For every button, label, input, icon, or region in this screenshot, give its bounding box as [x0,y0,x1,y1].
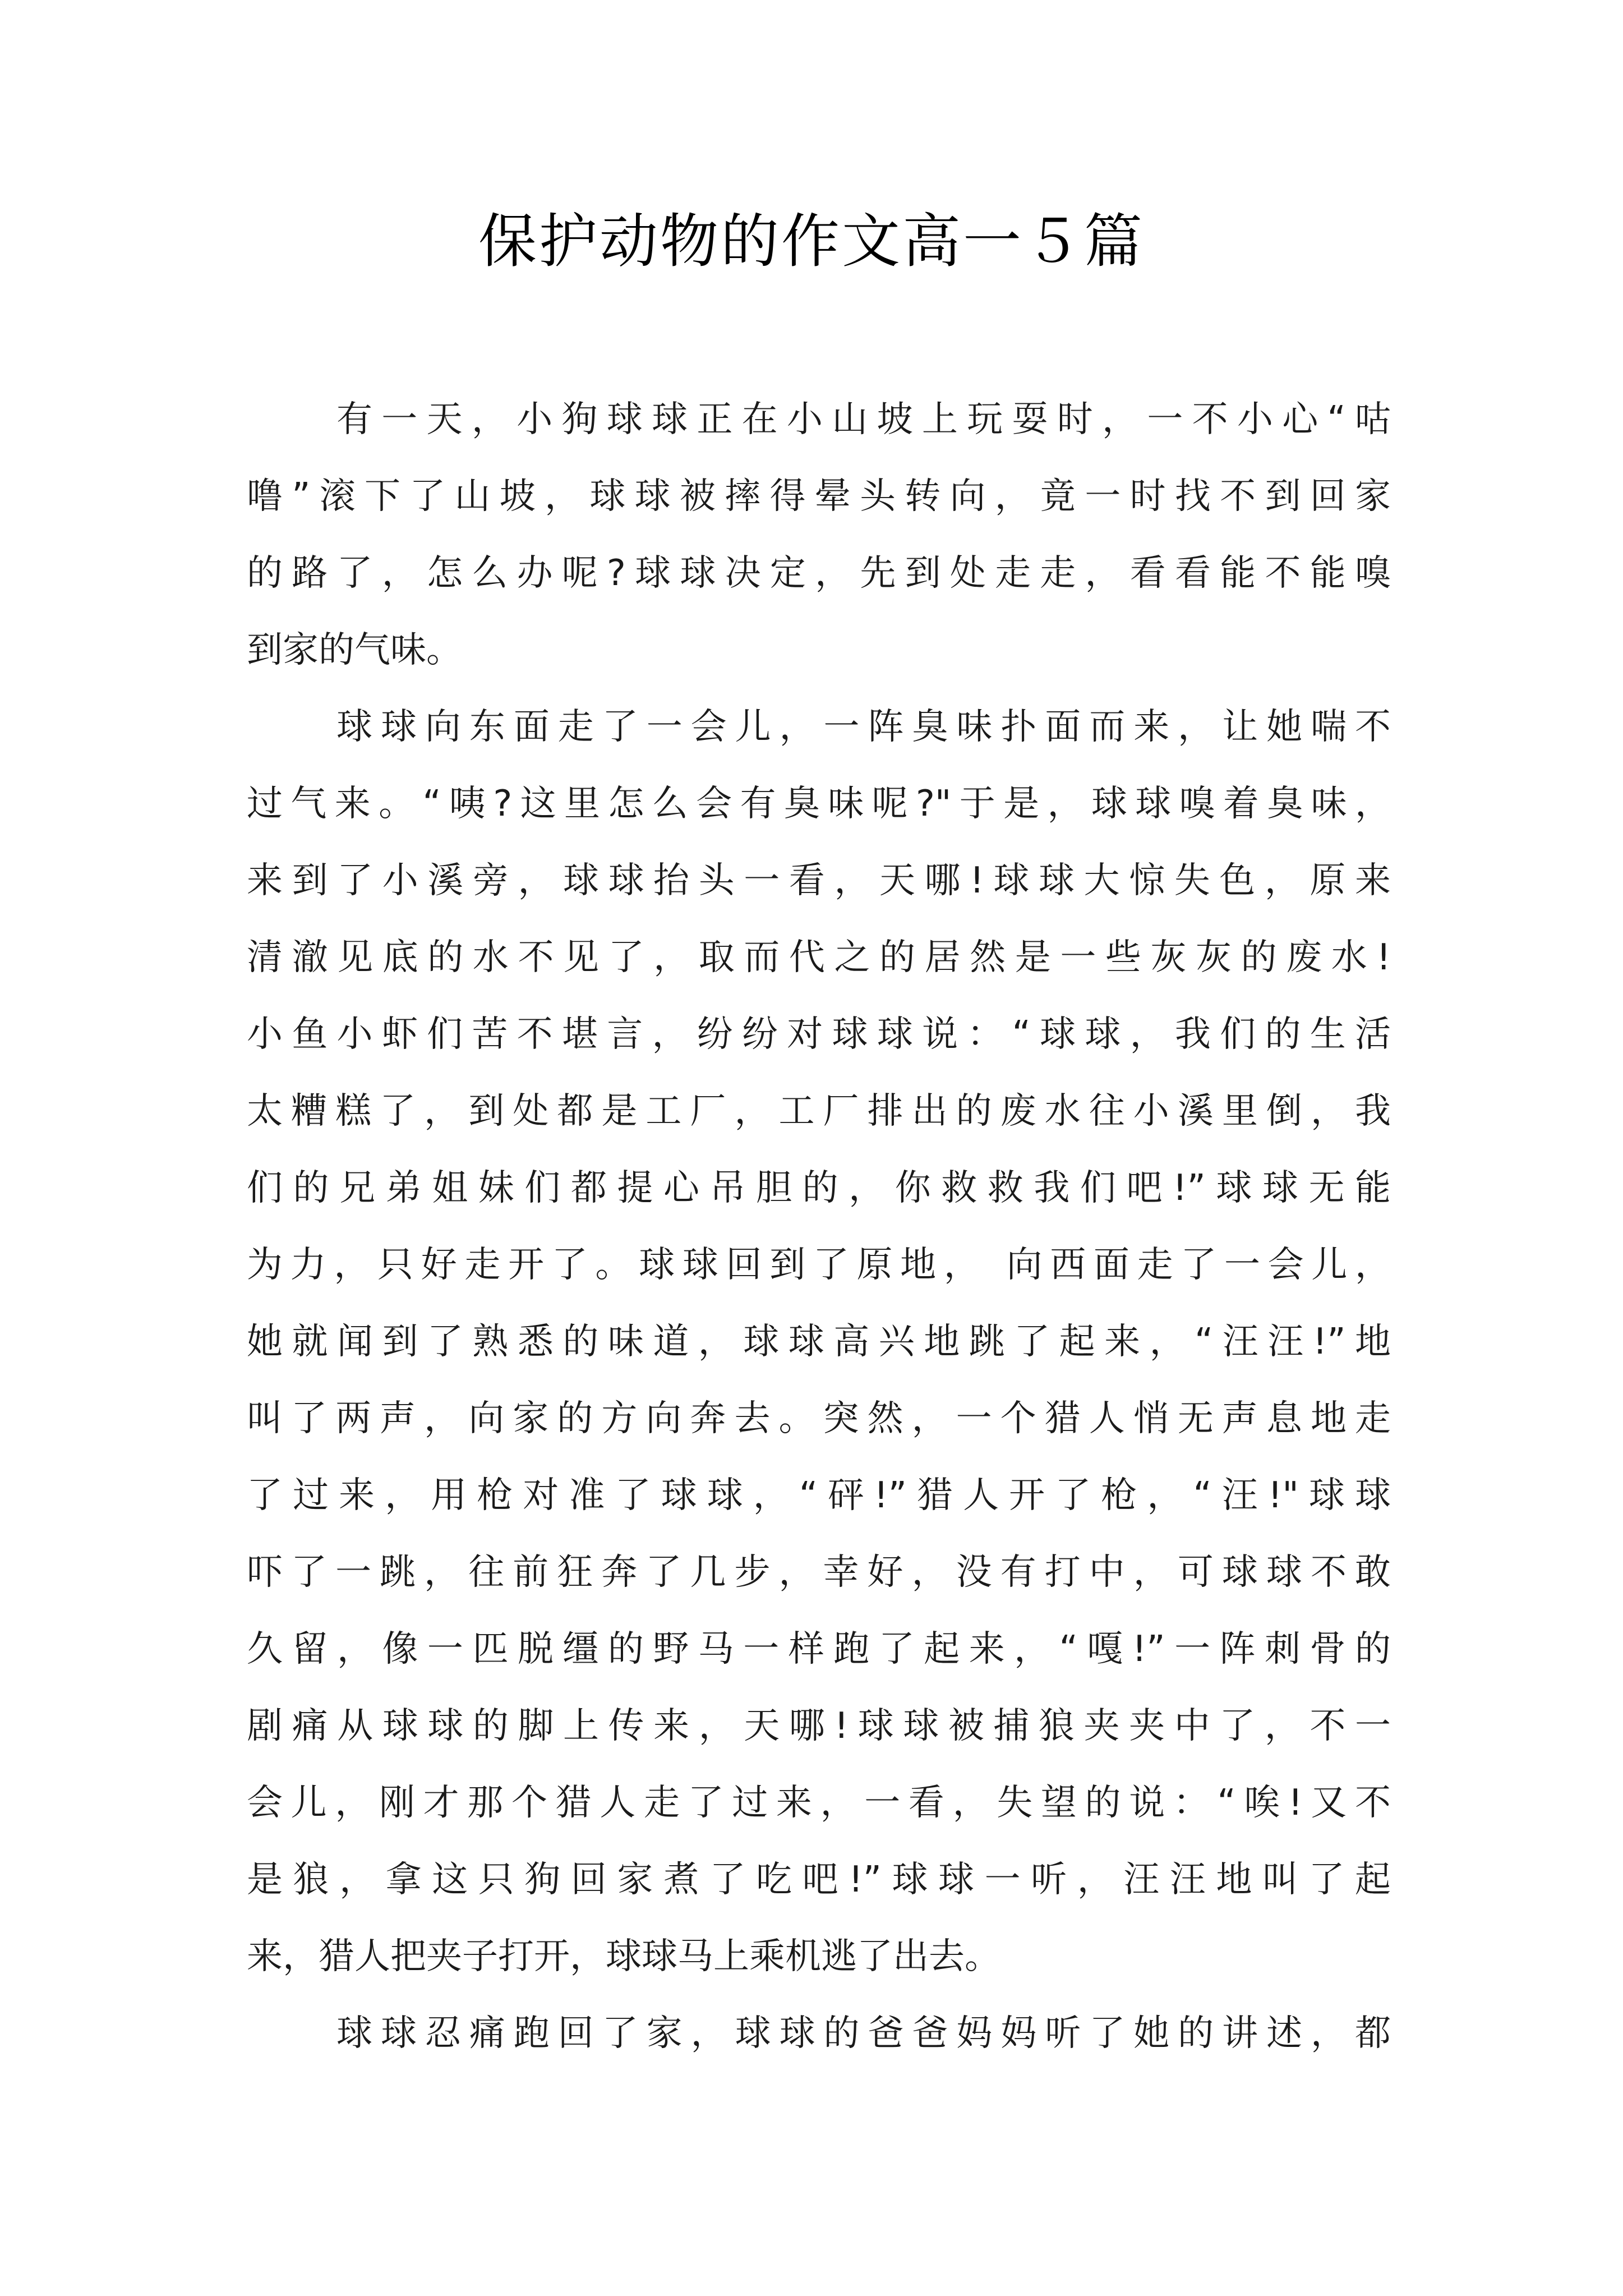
paragraph-line: 久留，像一匹脱缰的野马一样跑了起来，“嘎!”一阵刺骨的 [247,1628,1391,1670]
paragraph-line: 为力，只好走开了。球球回到了原地， 向西面走了一会儿， [247,1244,1391,1286]
paragraph-line: 噜”滚下了山坡，球球被摔得晕头转向，竟一时找不到回家 [247,476,1391,517]
paragraph-line: 来，猎人把夹子打开，球球马上乘机逃了出去。 [247,1936,1000,1977]
paragraph [247,1995,1391,2072]
paragraph-line: 到家的气味。 [247,629,462,671]
document-body [247,381,1391,2072]
paragraph-line: 是狼，拿这只狗回家煮了吃吧!”球球一听，汪汪地叫了起 [247,1859,1391,1901]
paragraph-line: 会儿，刚才那个猎人走了过来，一看，失望的说：“唉!又不 [247,1782,1391,1824]
paragraph [247,689,1391,1995]
paragraph-line: 了过来，用枪对准了球球，“砰!”猎人开了枪，“汪!"球球 [247,1475,1391,1516]
paragraph-line: 来到了小溪旁，球球抬头一看，天哪!球球大惊失色，原来 [247,860,1391,901]
paragraph-line: 有一天，小狗球球正在小山坡上玩耍时，一不小心“咕 [336,399,1391,440]
paragraph [247,381,1391,689]
paragraph-line: 她就闻到了熟悉的味道，球球高兴地跳了起来，“汪汪!”地 [247,1321,1391,1363]
paragraph-line: 叫了两声，向家的方向奔去。突然，一个猎人悄无声息地走 [247,1398,1391,1439]
paragraph-line: 剧痛从球球的脚上传来，天哪!球球被捕狼夹夹中了，不一 [247,1705,1391,1747]
document-title: 保护动物的作文高一５篇 [478,207,1145,275]
paragraph-line: 吓了一跳，往前狂奔了几步，幸好，没有打中，可球球不敢 [247,1552,1391,1593]
paragraph-line: 太糟糕了，到处都是工厂，工厂排出的废水往小溪里倒，我 [247,1091,1391,1132]
paragraph-line: 小鱼小虾们苦不堪言，纷纷对球球说：“球球，我们的生活 [247,1014,1391,1055]
paragraph-line: 们的兄弟姐妹们都提心吊胆的，你救救我们吧!”球球无能 [247,1167,1391,1209]
paragraph-line: 清澈见底的水不见了，取而代之的居然是一些灰灰的废水! [247,937,1391,978]
paragraph-line: 过气来。“咦?这里怎么会有臭味呢?"于是，球球嗅着臭味， [247,783,1391,825]
paragraph-line: 的路了，怎么办呢?球球决定，先到处走走，看看能不能嗅 [247,553,1391,594]
paragraph-line: 球球向东面走了一会儿，一阵臭味扑面而来，让她喘不 [336,706,1391,748]
paragraph-line: 球球忍痛跑回了家，球球的爸爸妈妈听了她的讲述，都 [336,2013,1391,2054]
